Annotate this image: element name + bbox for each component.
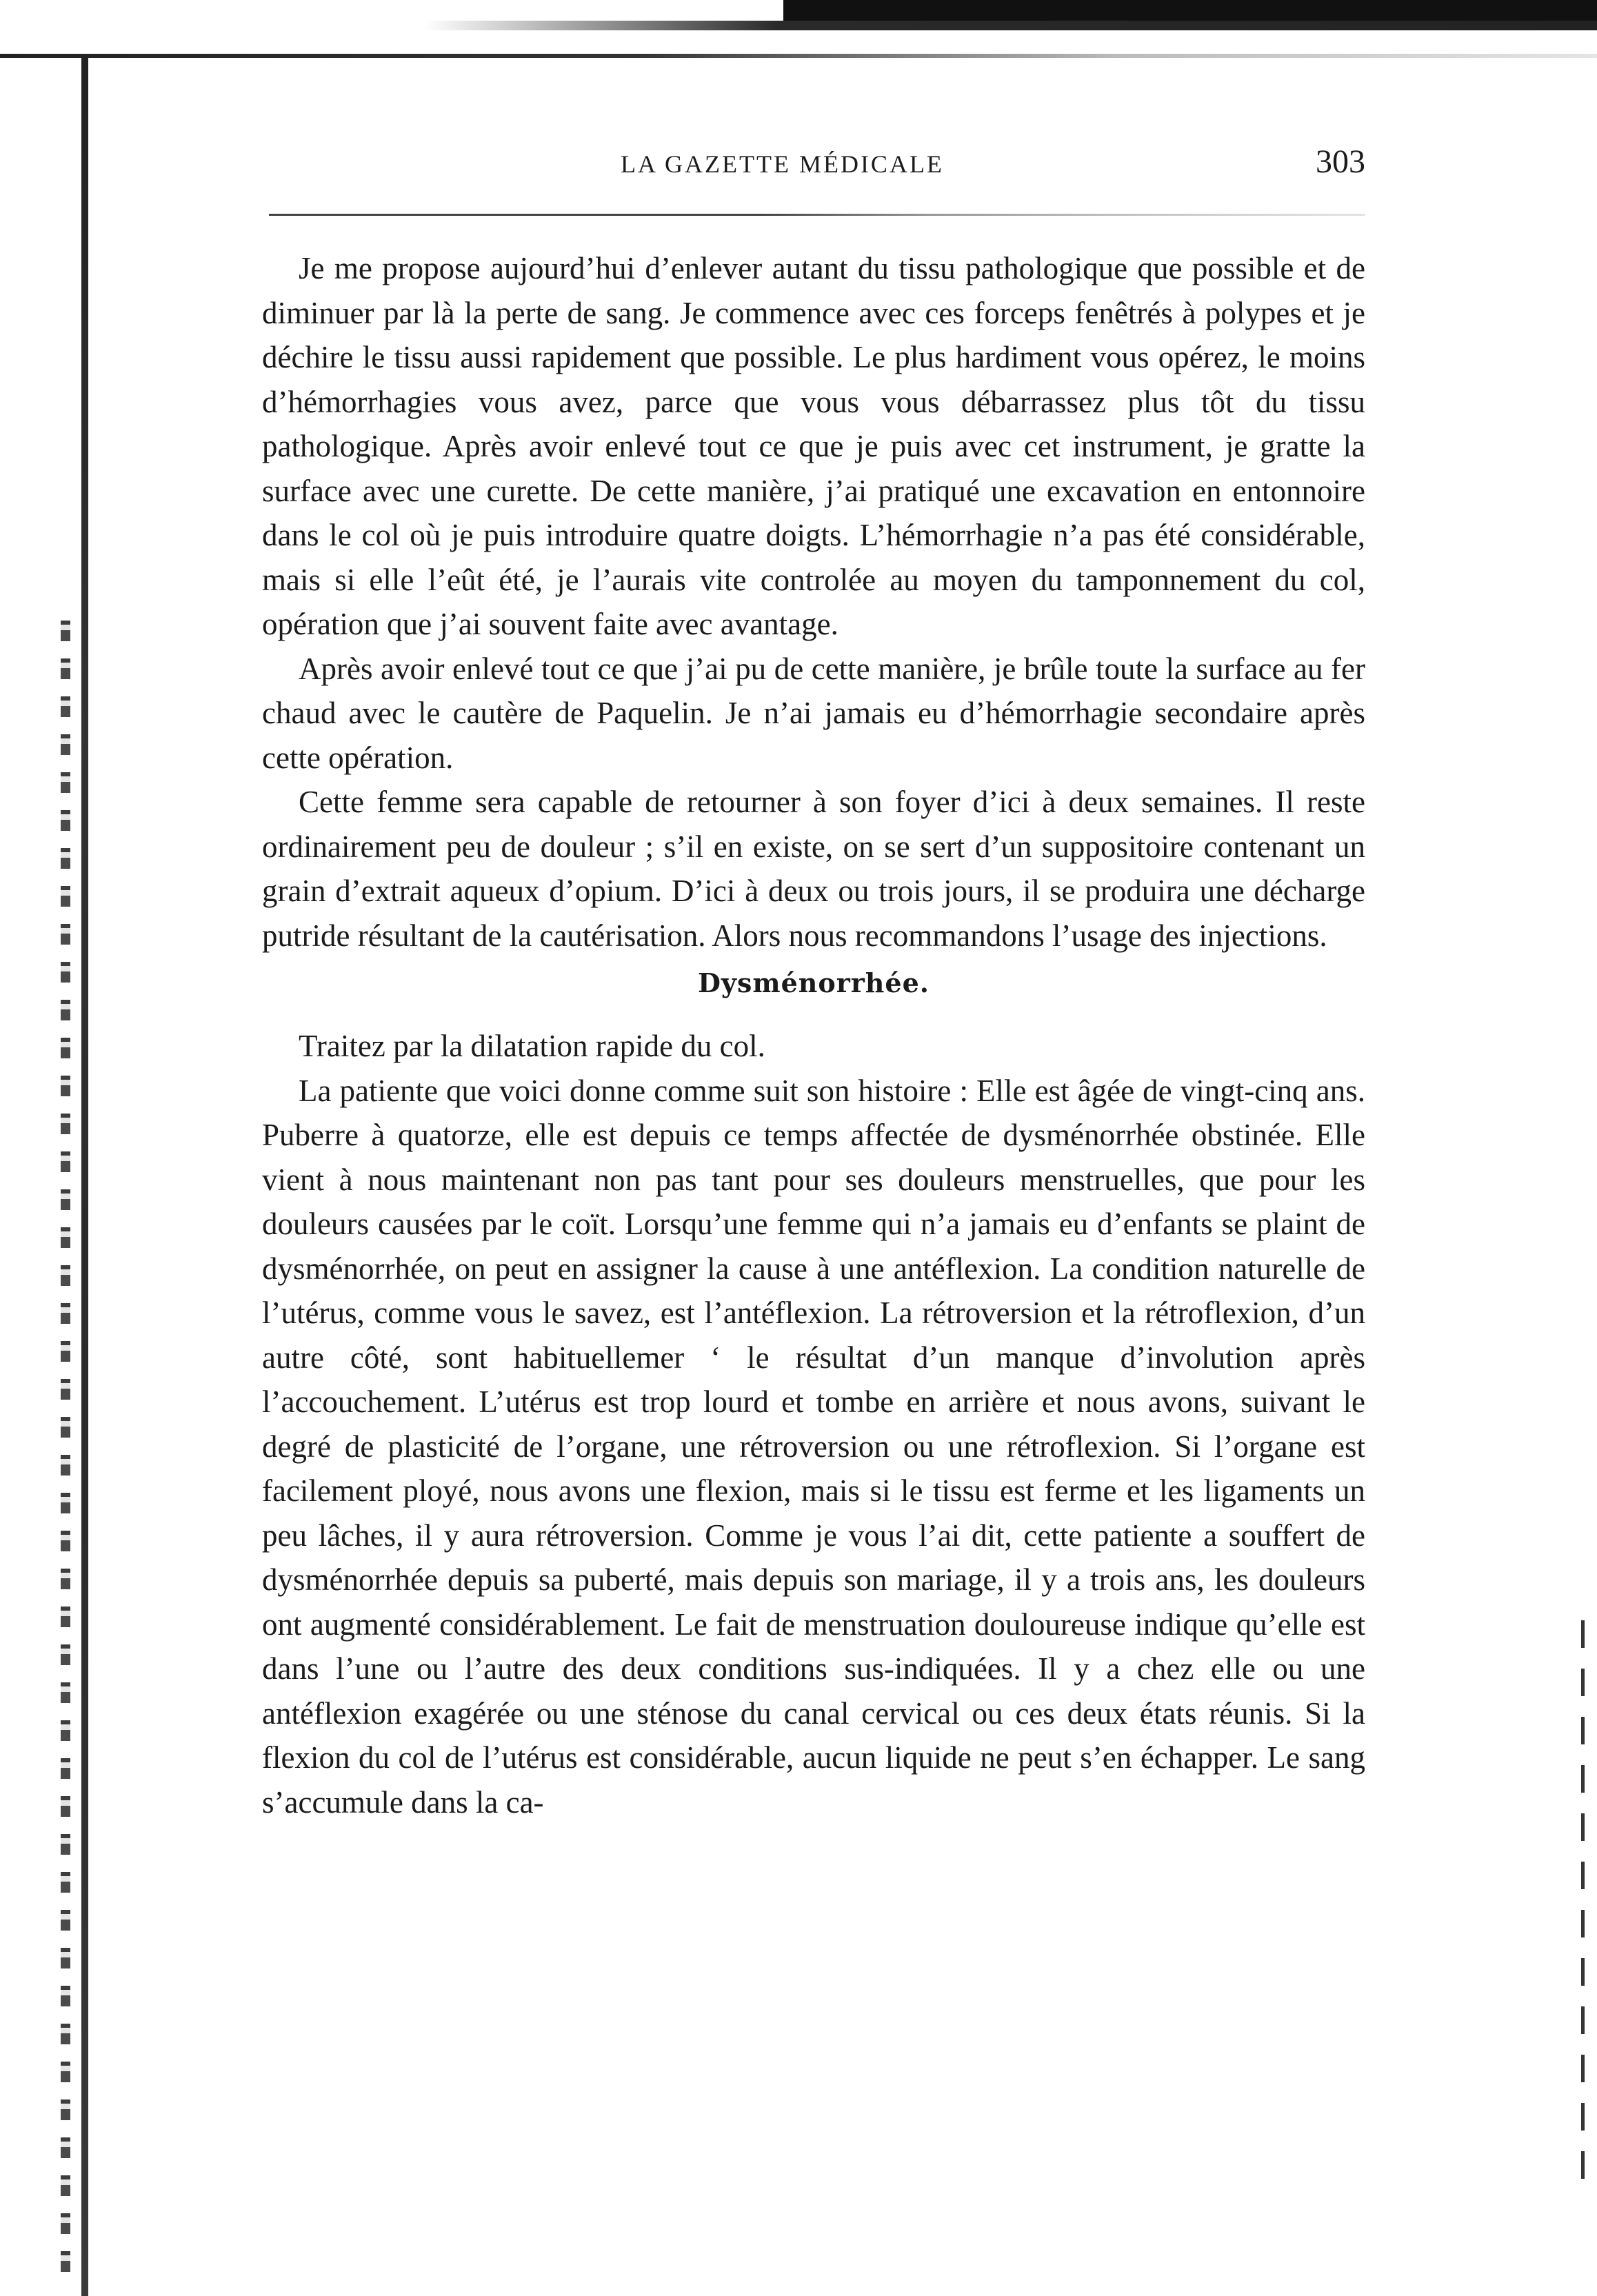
running-title: LA GAZETTE MÉDICALE [621, 150, 944, 178]
scan-top-border [0, 0, 1597, 66]
paragraph: Je me propose aujourd’hui d’enlever autant du tissu pathologique que possible et de diminuer par là la perte de sang. Je commence avec ces forceps fenêtrés à polypes et je déchire le tissu aussi rapidement que possible. Le plus hardiment vous opérez, le moins d’hémorrhagies vous avez, parce que vous vous débarrassez plus tôt du tissu pathologique. Après avoir enlevé tout ce que je puis avec cet instrument, je gratte la surface avec une curette. De cette manière, j’ai pratiqué une excavation en entonnoire dans le col où je puis introduire quatre doigts. L’hémorrhagie n’a pas été considérable, mais si elle l’eût été, je l’aurais vite controlée au moyen du tamponnement du col, opération que j’ai souvent faite avec avantage. [262, 251, 1365, 641]
paragraph: La patiente que voici donne comme suit son histoire : Elle est âgée de vingt-cinq ans. Puberre à quatorze, elle est depuis ce temps affectée de dysménorrhée obstinée. Elle vient à nous maintenant non pas tant pour ses douleurs menstruelles, que pour les douleurs causées par le coït. Lorsqu’une femme qui n’a jamais eu d’enfants se plaint de dysménorrhée, on peut en assigner la cause à une antéflexion. La condition naturelle de l’utérus, comme vous le savez, est l’antéflexion. La rétroversion et la rétroflexion, d’un autre côté, sont habituellemer ‘ le résultat d’un manque d’involution après l’accouchement. L’utérus est trop lourd et tombe en arrière et nous avons, suivant le degré de plasticité de l’organe, une rétroversion ou une rétroflexion. Si l’organe est facilement ployé, nous avons une flexion, mais si le tissu est ferme et les ligaments un peu lâches, il y aura rétroversion. Comme je vous l’ai dit, cette patiente a souffert de dysménorrhée depuis sa puberté, mais depuis son mariage, il y a trois ans, les douleurs ont augmenté considérablement. Le fait de menstruation douloureuse indique qu’elle est dans l’une ou l’autre des deux conditions sus-indiquées. Il y a chez elle ou une antéflexion exagérée ou une sténose du canal cervical ou ces deux états réunis. Si la flexion du col de l’utérus est considérable, aucun liquide ne peut s’en échapper. Le sang s’accumule dans la ca- [262, 1073, 1365, 1820]
scan-dark-band [783, 0, 1597, 21]
header-rule [269, 214, 1365, 216]
section-heading: Dysménorrhée. [697, 967, 930, 998]
paragraph: Cette femme sera capable de retourner à son foyer d’ici à deux semaines. Il reste ordinairement peu de douleur ; s’il en existe, on se sert d’un suppositoire contenant un grain d’extrait aqueux d’opium. D’ici à deux ou trois jours, il se produira une décharge putride résultant de la cautérisation. Alors nous recommandons l’usage des injections. [262, 785, 1365, 953]
scan-top-line [0, 54, 1597, 58]
scan-right-edge [1581, 1620, 1585, 2186]
running-head [262, 131, 1365, 193]
paragraph: Traitez par la dilatation rapide du col. [299, 1029, 765, 1063]
paragraph: Après avoir enlevé tout ce que j’ai pu de cette manière, je brûle toute la surface au fer chaud avec le cautère de Paquelin. Je n’ai jamais eu d’hémorrhagie secondaire après cette opération. [262, 651, 1365, 775]
scan-gray-band [425, 21, 1597, 30]
body-text [262, 246, 1365, 1824]
scan-binding-marks [61, 621, 70, 2275]
page [262, 131, 1365, 1824]
page-number: 303 [1316, 143, 1365, 180]
scan-left-edge [81, 55, 88, 2296]
